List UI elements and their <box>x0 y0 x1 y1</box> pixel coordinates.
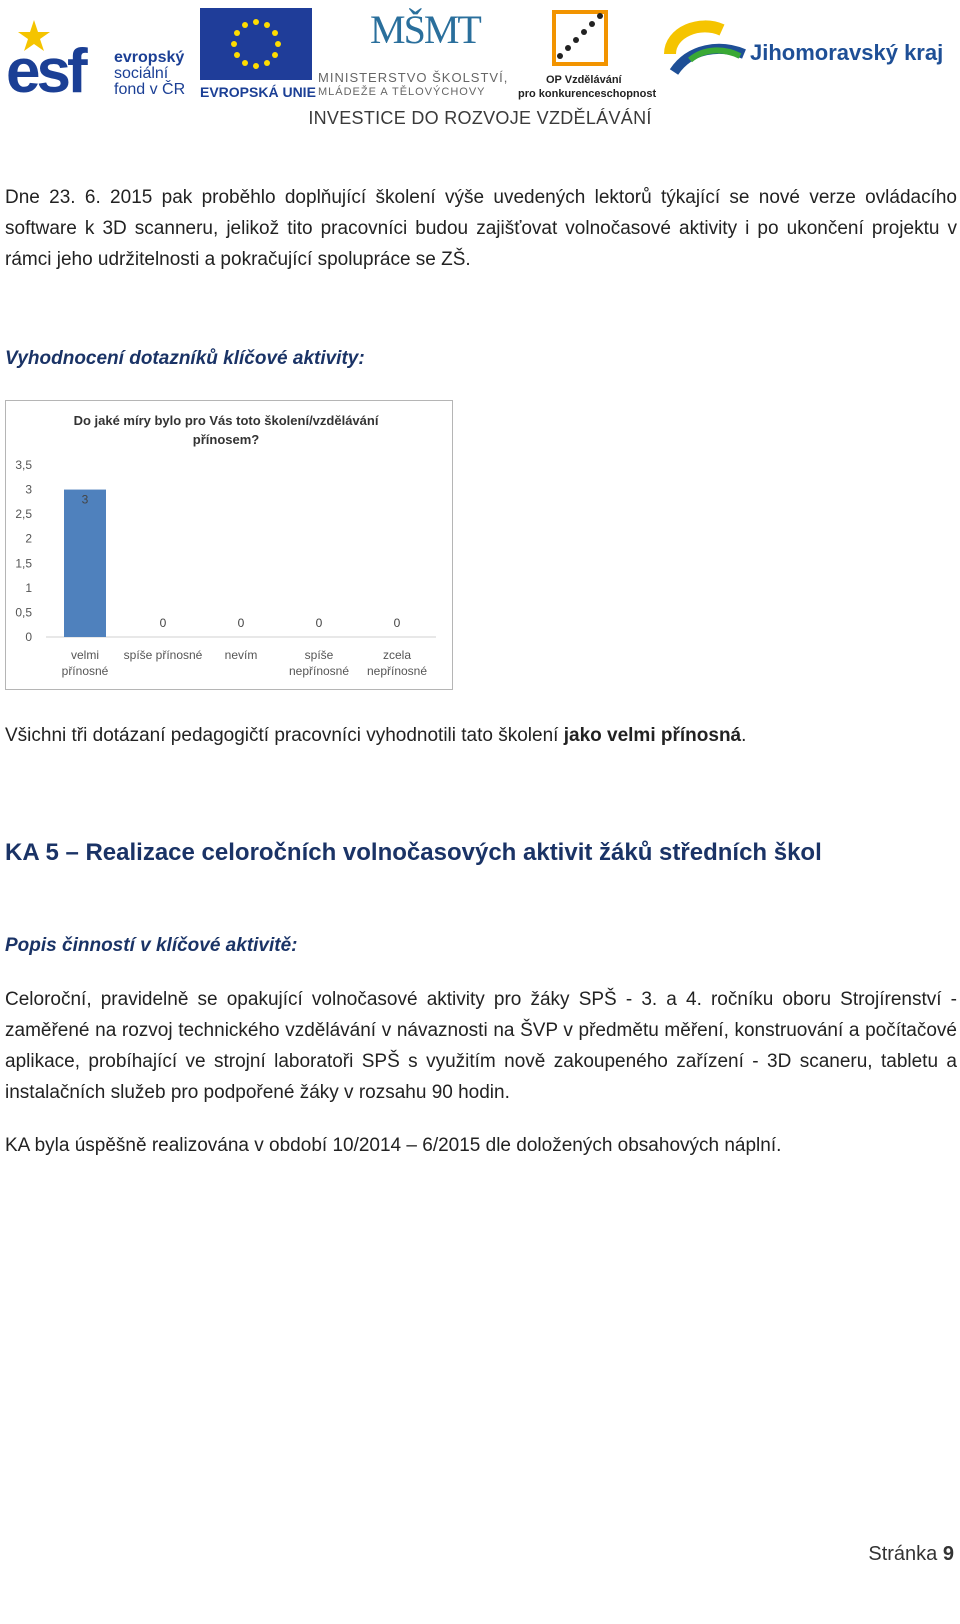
para2-text: Všichni tři dotázaní pedagogičtí pracovníci vyhodnotili tato školení <box>5 725 564 746</box>
eval-heading: Vyhodnocení dotazníků klíčové aktivity: <box>5 348 365 369</box>
paragraph-training: Dne 23. 6. 2015 pak proběhlo doplňující školení výše uvedených lektorů týkající se nové verze ovládacího software k 3D scanneru, jelikož tito pracovníci budou zajišťovat volnočasové aktivity i po ukončení projektu v rámci jeho udržitelnosti a pokračující spolupráce se ZŠ. <box>5 187 957 270</box>
eu-label: EVROPSKÁ UNIE <box>200 84 316 100</box>
op-line-1: OP Vzdělávání <box>546 74 622 86</box>
jmk-text: Jihomoravský kraj <box>750 40 944 65</box>
chart-plot <box>6 401 452 689</box>
y-tick-label: 1,5 <box>15 556 32 571</box>
data-label: 0 <box>159 616 167 630</box>
svg-text:esf: esf <box>6 37 84 98</box>
esf-line-3: fond v ČR <box>114 81 186 98</box>
page-label: Stránka <box>868 1543 938 1565</box>
esf-logo <box>4 8 189 98</box>
y-tick-label: 2,5 <box>15 507 32 522</box>
ka5-title: KA 5 – Realizace celoročních volnočasových aktivit žáků středních škol <box>5 839 822 866</box>
page-header <box>0 0 960 140</box>
x-tick-label: zcela <box>382 648 412 662</box>
data-label: 0 <box>237 616 245 630</box>
y-tick-label: 0,5 <box>15 605 32 620</box>
bar <box>64 490 106 637</box>
x-tick-label: nepřínosné <box>288 664 350 678</box>
para2-bold-text: jako velmi přínosná <box>563 725 742 746</box>
jmk-logo <box>660 14 956 86</box>
x-tick-label: nevím <box>224 648 258 662</box>
y-tick-label: 3 <box>25 482 32 497</box>
msmt-logo <box>318 6 514 101</box>
y-tick-label: 2 <box>25 531 32 546</box>
x-tick-label: nepřínosné <box>366 664 428 678</box>
esf-text <box>114 50 185 98</box>
eu-logo <box>200 8 316 100</box>
x-tick-label: spíše přínosné <box>123 648 203 662</box>
jmk-mark-icon <box>660 14 750 86</box>
op-logo <box>518 6 657 101</box>
para2-end: . <box>741 725 747 746</box>
msmt-line-2: MLÁDEŽE A TĚLOVÝCHOVY <box>318 86 486 98</box>
esf-line-2: sociální <box>114 65 169 82</box>
paragraph-activity: Celoroční, pravidelně se opakující volnočasové aktivity pro žáky SPŠ - 3. a 4. ročníku oboru Strojírenství - zaměřené na rozvoj technického vzdělávání v návaznosti na ŠVP v předmětu měření, konstruování a počítačové aplikace, probíhající ve strojní laboratoři SPŠ s využitím nově zakoupeného zařízení - 3D scaneru, tabletu a instalačních služeb pro podpořené žáky v rozsahu 90 hodin. <box>5 989 957 1103</box>
data-label: 0 <box>315 616 323 630</box>
survey-chart <box>5 400 453 690</box>
msmt-line-1: MINISTERSTVO ŠKOLSTVÍ, <box>318 70 509 85</box>
y-tick-label: 0 <box>25 630 32 644</box>
paragraph-evaluation <box>5 720 957 751</box>
x-tick-label: velmi <box>70 648 100 662</box>
x-tick-label: spíše <box>304 648 334 662</box>
data-label: 3 <box>81 492 89 507</box>
page-footer <box>868 1543 954 1566</box>
x-tick-label: přínosné <box>61 664 109 678</box>
paragraph-realized: KA byla úspěšně realizována v období 10/2014 – 6/2015 dle doložených obsahových náplní. <box>5 1135 782 1156</box>
eu-flag-icon <box>200 8 312 80</box>
y-tick-label: 3,5 <box>15 458 32 472</box>
esf-line-1: evropský <box>114 49 185 66</box>
page-number: 9 <box>942 1543 954 1565</box>
op-mark-icon <box>518 6 646 72</box>
esf-mark-icon <box>4 8 114 98</box>
invest-tagline: INVESTICE DO ROZVOJE VZDĚLÁVÁNÍ <box>308 108 652 128</box>
msmt-mark: MŠMT <box>370 7 480 52</box>
chart-title: Do jaké míry bylo pro Vás toto školení/vzdělávání přínosem? <box>73 413 379 447</box>
op-line-2: pro konkurenceschopnost <box>518 88 657 100</box>
activity-heading: Popis činností v klíčové aktivitě: <box>5 935 298 956</box>
y-tick-label: 1 <box>25 580 32 595</box>
data-label: 0 <box>393 616 401 630</box>
